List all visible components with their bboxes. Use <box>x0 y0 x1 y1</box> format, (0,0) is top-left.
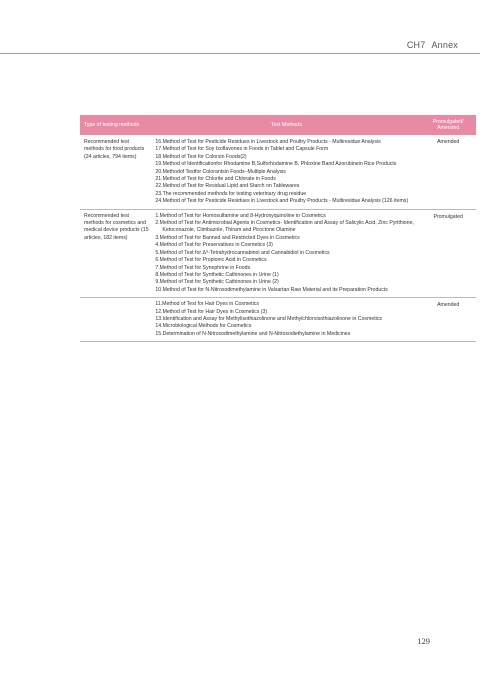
chapter-label <box>407 40 458 50</box>
test-methods-list <box>152 135 420 209</box>
test-methods-table <box>80 115 476 342</box>
list-item: 13.Identification and Assay for Methylisothiazolinone and Methylchloroisothiazolinone in Cosmetics <box>155 315 383 322</box>
list-item: 17.Method of Test for Soy Isoflavones in Foods in Tablet and Capsule Form <box>155 146 329 153</box>
list-item: 7.Method of Test for Synephrine in Foods <box>155 264 251 271</box>
table-row <box>80 209 476 297</box>
table-row <box>80 135 476 209</box>
list-item: 19.Method of Identificationfor Rhodamine B,Sulforhodamine B, Phloxine Band Azorubinein Rice Products <box>155 161 397 168</box>
list-item: 3.Method of Test for Banned and Restricted Dyes in Cosmetics <box>155 234 300 241</box>
list-item: 12.Method of Test for Hair Dyes in Cosmetics (3) <box>155 308 268 315</box>
testing-method-type: Recommended test methods for food products (24 articles, 794 items) <box>80 135 152 209</box>
testing-method-type <box>80 298 152 342</box>
list-item: 23.The recommended methods for testing veterinary drug residue <box>155 190 307 197</box>
table-header-row <box>80 115 476 135</box>
list-item: 16.Method of Test for Pesticide Residues in Livestock and Poultry Products - Multiresidue Analysis <box>155 139 381 145</box>
header-rule <box>0 53 480 54</box>
chapter-number: CH7 <box>406 40 426 50</box>
column-header-type: Type of testing methods <box>80 115 152 135</box>
column-header-status: Promulgated/ Amended <box>420 115 476 135</box>
list-item: 18.Method of Test for Colorsin Foods(2) <box>155 153 247 160</box>
list-item: 6.Method of Test for Propionic Acid in Cosmetics <box>155 257 267 264</box>
status-cell: Amended <box>420 298 476 342</box>
chapter-title: Annex <box>431 40 458 50</box>
list-item: 24.Method of Test for Pesticide Residues in Livestock and Poultry Products - Multiresidue Analysis (126 items) <box>155 198 409 205</box>
list-item: 11.Method of Test for Hair Dyes in Cosmetics <box>155 301 259 308</box>
table-body <box>80 135 476 342</box>
list-item: 10.Method of Test for N-Nitrosodimethylamine in Valsartan Raw Material and its Preparation Products <box>155 286 388 293</box>
list-item: 8.Method of Test for Synthetic Cathinones in Urine (1) <box>155 271 279 278</box>
status-cell: Amended <box>420 135 476 209</box>
test-methods-list <box>152 298 420 342</box>
list-item: 20.Methodof Testfor Colorantsin Foods–Multiple Analysis <box>155 168 286 175</box>
list-item: 14.Microbiological Methods for Cosmetics <box>155 323 252 330</box>
list-item: 9.Method of Test for Synthetic Cathinones in Urine (2) <box>155 279 279 286</box>
list-item: 2.Method of Test for Antimicrobial Agents in Cosmetics- Identification and Assay of Salicylic Acid, Zinc Pyrithione, Ketoconazole, Climbazole, Thiram and Piroctone Olamine <box>155 220 414 234</box>
list-item: 22.Method of Test for Residual Lipid and Starch on Tablewares <box>155 183 300 190</box>
list-item: 21.Method of Test for Chlorite and Chlorate in Foods <box>155 176 276 183</box>
testing-method-type: Recommended test methods for cosmetics and medical device products (15 articles, 182 items) <box>80 209 152 297</box>
list-item: 4.Method of Test for Preservatives in Cosmetics (3) <box>155 242 273 249</box>
column-header-methods: Test Methods <box>152 115 420 135</box>
test-methods-list <box>152 209 420 297</box>
status-cell: Promulgated <box>420 209 476 297</box>
list-item: 15.Determination of N-Nitrosodimethylamine and N-Nitrosodiethylamine in Medicines <box>155 330 351 337</box>
list-item: 5.Method of Test for Δ⁹-Tetrahydrocannabinol and Cannabidiol in Cosmetics <box>155 249 330 256</box>
table-row <box>80 298 476 342</box>
list-item: 1.Method of Test for Homosulfamine and 8-Hydroxyquinoline in Cosmetics <box>155 212 326 219</box>
page-number: 129 <box>417 636 430 646</box>
